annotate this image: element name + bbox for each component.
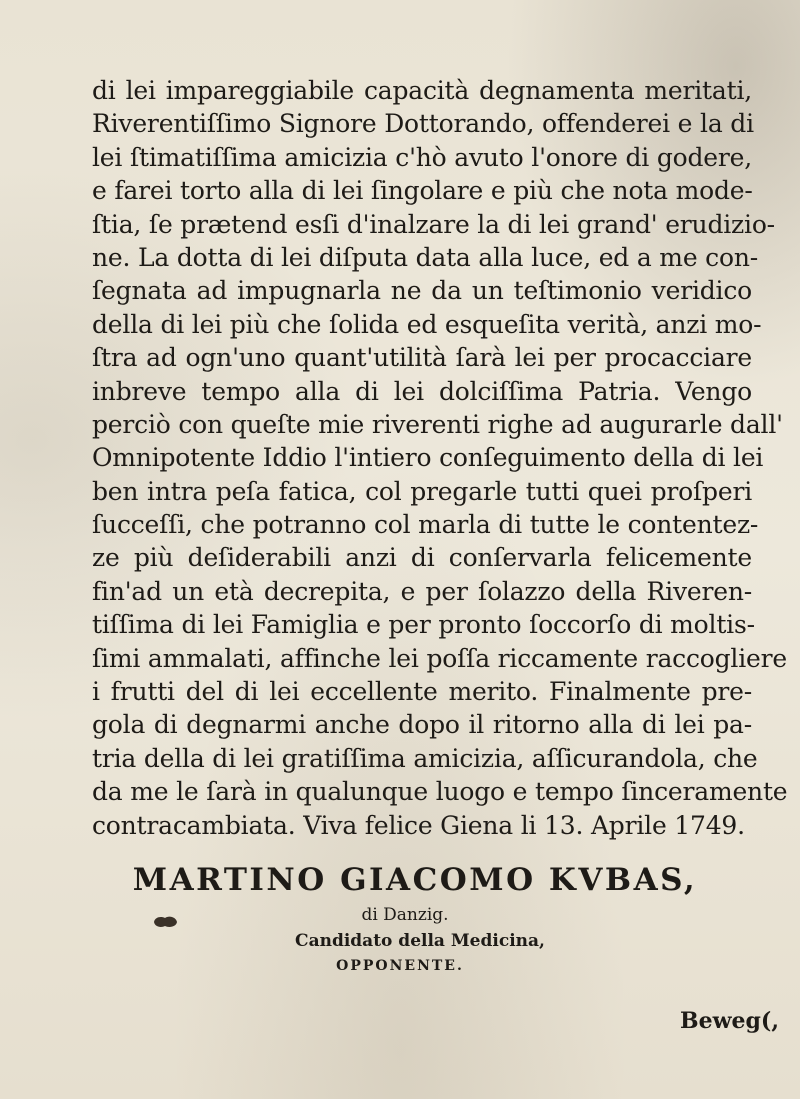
body-line-closing: contracambiata. Viva felice Giena li 13. Aprile 1749. (92, 810, 745, 840)
signature-block (0, 860, 800, 978)
body-line: Riverentiſſimo Signore Dottorando, offenderei e la di (92, 109, 754, 139)
signatory-name: MARTINO GIACOMO KVBAS, (132, 862, 698, 898)
body-line: i frutti del di lei eccellente merito. Finalmente pre- (92, 677, 752, 707)
body-line: ſegnata ad impugnarla ne da un teſtimonio veridico (92, 276, 752, 306)
signatory-role: Candidato della Medicina, (295, 931, 545, 951)
body-line: lei ſtimatiſſima amicizia c'hò avuto l'onore di godere, (92, 142, 752, 172)
letter-body (92, 74, 788, 842)
body-line: perciò con queſte mie riverenti righe ad augurarle dall' (92, 409, 783, 439)
body-line: ſtra ad ogn'uno quant'utilità ſarà lei per procacciare (92, 343, 752, 373)
body-line: e farei torto alla di lei ſingolare e più che nota mode- (92, 176, 753, 206)
body-line: fin'ad un età decrepita, e per ſolazzo della Riveren- (92, 576, 752, 606)
signatory-title: OPPONENTE. (336, 958, 464, 974)
body-line: ne. La dotta di lei diſputa data alla luce, ed a me con- (92, 242, 758, 272)
body-line: Omnipotente Iddio l'intiero conſeguimento della di lei (92, 443, 764, 473)
body-line: ſucceſſi, che potranno col marla di tutte le contentez- (92, 510, 759, 540)
body-line: da me le ſarà in qualunque luogo e tempo ſinceramente (92, 777, 788, 807)
body-line: tria della di lei gratiſſima amicizia, aſſicurandola, che (92, 743, 758, 773)
catchword: Beweg(, (680, 1008, 779, 1034)
body-line: inbreve tempo alla di lei dolciſſima Patria. Vengo (92, 376, 752, 406)
body-line: ze più deſiderabili anzi di conſervarla felicemente (92, 543, 752, 573)
body-line: di lei impareggiabile capacità degnamenta meritati, (92, 76, 752, 105)
body-line: tiſſima di lei Famiglia e per pronto ſoccorſo di moltis- (92, 610, 755, 640)
body-line: della di lei più che ſolida ed esqueſita verità, anzi mo- (92, 309, 762, 339)
signatory-city: di Danzig. (361, 905, 449, 925)
body-line: ben intra peſa fatica, col pregarle tutti quei proſperi (92, 476, 752, 506)
body-line: ſimi ammalati, affinche lei poſſa riccamente raccogliere (92, 643, 787, 673)
ink-blot-icon (152, 915, 178, 929)
body-line: gola di degnarmi anche dopo il ritorno alla di lei pa- (92, 710, 752, 740)
body-line: ſtia, ſe prætend esſi d'inalzare la di lei grand' erudizio- (92, 209, 775, 239)
